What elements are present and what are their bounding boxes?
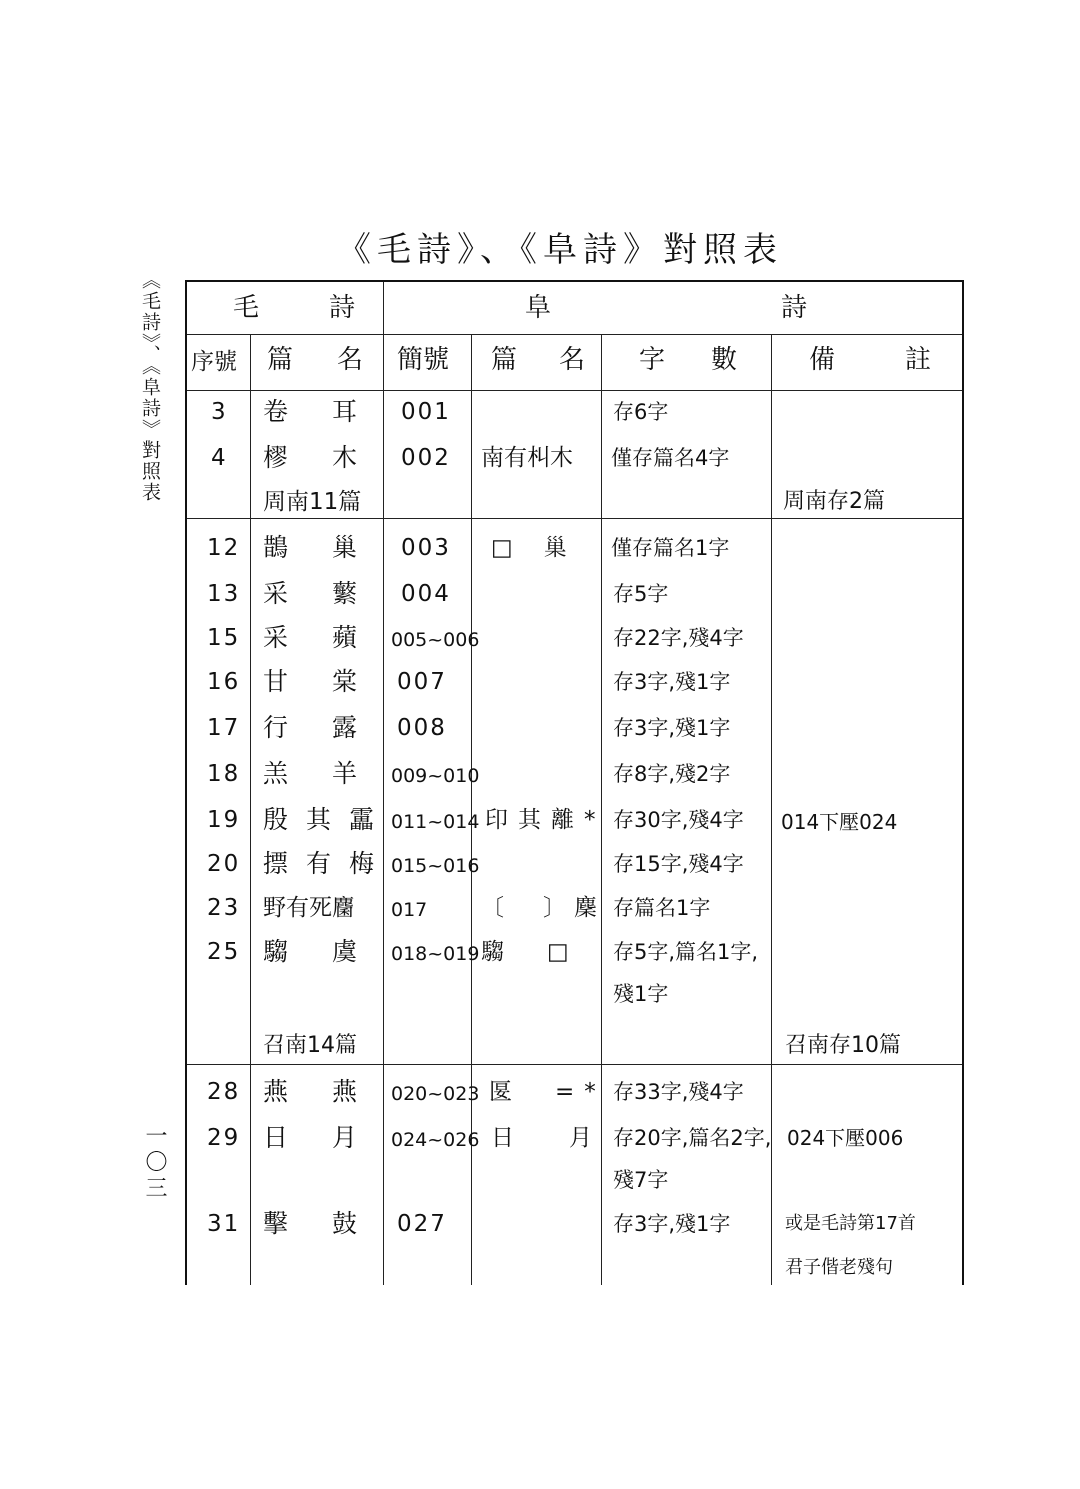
slip-cell: 020~023 bbox=[391, 1083, 480, 1105]
slip-cell: 003 bbox=[401, 535, 451, 561]
count-cell: 存5字,篇名1字, bbox=[613, 940, 759, 964]
comparison-table bbox=[185, 280, 1038, 1285]
count-cell-continued: 殘1字 bbox=[613, 982, 669, 1006]
fu-title-cell: 日 月 bbox=[491, 1125, 608, 1151]
mao-summary-cell: 召南14篇 bbox=[263, 1033, 357, 1058]
seq-cell: 29 bbox=[207, 1125, 241, 1151]
seq-cell: 17 bbox=[207, 715, 241, 741]
slip-cell: 008 bbox=[397, 715, 447, 741]
side-running-title: 《毛詩》、《阜詩》對照表 bbox=[139, 270, 161, 503]
mao-title-cell: 騶虞 bbox=[263, 937, 402, 966]
count-cell: 存篇名1字 bbox=[613, 896, 711, 920]
seq-cell: 15 bbox=[207, 625, 241, 651]
header-seq: 序號 bbox=[191, 349, 237, 375]
seq-cell: 19 bbox=[207, 807, 241, 833]
header-mao-group: 毛詩 bbox=[233, 293, 426, 323]
seq-cell: 28 bbox=[207, 1079, 241, 1105]
count-cell: 存33字,殘4字 bbox=[613, 1080, 744, 1104]
header-note: 備註 bbox=[809, 345, 1002, 375]
count-cell: 存3字,殘1字 bbox=[613, 1212, 731, 1236]
seq-cell: 13 bbox=[207, 581, 241, 607]
slip-cell: 004 bbox=[401, 581, 451, 607]
seq-cell: 23 bbox=[207, 895, 241, 921]
count-cell-continued: 殘7字 bbox=[613, 1168, 669, 1192]
note-summary-cell: 召南存10篇 bbox=[785, 1033, 901, 1058]
seq-cell: 18 bbox=[207, 761, 241, 787]
mao-title-cell: 擊鼓 bbox=[263, 1209, 402, 1238]
header-count: 字數 bbox=[639, 345, 784, 375]
fu-title-cell: 〔 〕麇 bbox=[481, 895, 605, 921]
page-number: 一〇三 bbox=[142, 1124, 167, 1202]
section-divider-1 bbox=[187, 518, 962, 519]
mao-title-cell: 甘棠 bbox=[263, 667, 402, 696]
count-cell: 存8字,殘2字 bbox=[613, 762, 731, 786]
count-cell: 存5字 bbox=[613, 582, 669, 606]
seq-cell: 4 bbox=[211, 445, 228, 471]
slip-cell: 027 bbox=[397, 1211, 447, 1237]
slip-cell: 007 bbox=[397, 669, 447, 695]
fu-title-cell: 南有朻木 bbox=[481, 445, 573, 471]
header-bottom-line bbox=[187, 390, 962, 391]
count-cell: 存3字,殘1字 bbox=[613, 716, 731, 740]
fu-title-cell: 印其離* bbox=[485, 807, 606, 833]
mao-title-cell: 殷其靁 bbox=[263, 805, 393, 834]
seq-cell: 20 bbox=[207, 851, 241, 877]
slip-cell: 009~010 bbox=[391, 765, 480, 787]
count-cell: 僅存篇名1字 bbox=[611, 536, 730, 560]
slip-cell: 002 bbox=[401, 445, 451, 471]
slip-cell: 024~026 bbox=[391, 1129, 480, 1151]
header-divider bbox=[187, 334, 962, 335]
slip-cell: 018~019 bbox=[391, 943, 480, 965]
mao-title-cell: 摽有梅 bbox=[263, 849, 393, 878]
col-divider-seq bbox=[250, 334, 251, 1285]
mao-summary-cell: 周南11篇 bbox=[263, 489, 362, 515]
header-fu-title: 篇名 bbox=[491, 345, 628, 375]
note-cell: 或是毛詩第17首 bbox=[785, 1213, 916, 1234]
note-cell: 014下壓024 bbox=[781, 810, 898, 834]
mao-title-cell: 樛木 bbox=[263, 443, 402, 472]
mao-title-cell: 采蘋 bbox=[263, 623, 402, 652]
mao-title-cell: 燕燕 bbox=[263, 1077, 402, 1106]
count-cell: 僅存篇名4字 bbox=[611, 446, 730, 470]
section-divider-2 bbox=[187, 1064, 962, 1065]
mao-title-cell: 行露 bbox=[263, 713, 402, 742]
mao-title-cell: 采蘩 bbox=[263, 579, 402, 608]
count-cell: 存3字,殘1字 bbox=[613, 670, 731, 694]
mao-title-cell: 羔羊 bbox=[263, 759, 402, 788]
note-cell: 024下壓006 bbox=[787, 1126, 904, 1150]
slip-cell: 015~016 bbox=[391, 855, 480, 877]
fu-title-cell: □ 巢 bbox=[491, 535, 571, 561]
slip-cell: 011~014 bbox=[391, 811, 480, 833]
seq-cell: 3 bbox=[211, 399, 228, 425]
slip-cell: 001 bbox=[401, 399, 451, 425]
header-slip: 簡號 bbox=[397, 345, 450, 375]
count-cell: 存20字,篇名2字, bbox=[613, 1126, 772, 1150]
header-mao-title: 篇名 bbox=[267, 345, 408, 375]
count-cell: 存6字 bbox=[613, 400, 669, 424]
header-fu-group: 阜詩 bbox=[525, 293, 1038, 323]
count-cell: 存30字,殘4字 bbox=[613, 808, 744, 832]
mao-title-cell: 鵲巢 bbox=[263, 533, 402, 562]
slip-cell: 017 bbox=[391, 899, 428, 921]
page-title: 《毛詩》、《阜詩》對照表 bbox=[337, 230, 783, 270]
seq-cell: 16 bbox=[207, 669, 241, 695]
mao-title-cell: 卷耳 bbox=[263, 397, 402, 426]
seq-cell: 25 bbox=[207, 939, 241, 965]
seq-cell: 31 bbox=[207, 1211, 241, 1237]
fu-title-cell: 騶 □ bbox=[481, 939, 579, 965]
seq-cell: 12 bbox=[207, 535, 241, 561]
fu-title-cell: 匽 =* bbox=[489, 1079, 606, 1105]
slip-cell: 005~006 bbox=[391, 629, 480, 651]
mao-title-cell: 日月 bbox=[263, 1123, 402, 1152]
note-cell-continued: 君子偕老殘句 bbox=[785, 1257, 893, 1278]
count-cell: 存22字,殘4字 bbox=[613, 626, 744, 650]
count-cell: 存15字,殘4字 bbox=[613, 852, 744, 876]
mao-title-cell: 野有死麕 bbox=[263, 895, 355, 921]
note-summary-cell: 周南存2篇 bbox=[783, 489, 885, 514]
